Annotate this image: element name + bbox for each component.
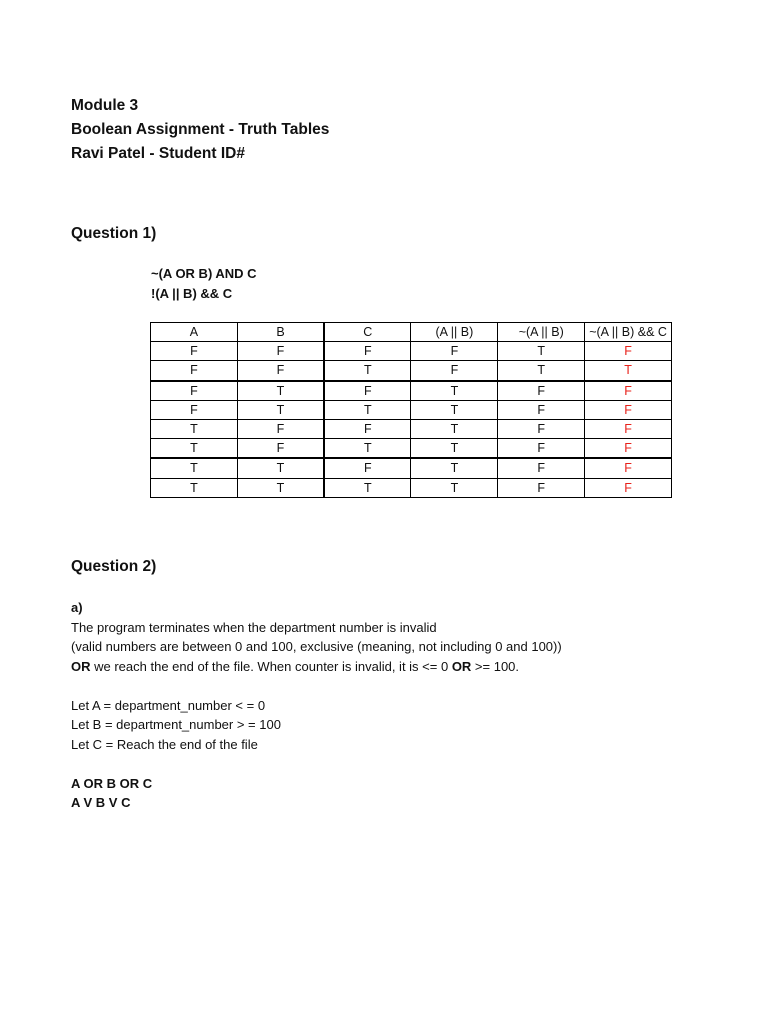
truth-table-cell: T xyxy=(151,478,238,497)
or-keyword: OR xyxy=(451,658,472,674)
truth-table-row xyxy=(151,361,672,381)
truth-table-cell: F xyxy=(585,478,672,497)
let-b: Let B = department_number > = 100 xyxy=(71,717,281,732)
expression-words: ~(A OR B) AND C xyxy=(151,266,257,281)
truth-table-cell: F xyxy=(585,458,672,478)
q2-line-3-middle: we reach the end of the file. When counter is invalid, it is <= 0 xyxy=(90,658,452,674)
truth-table-cell: T xyxy=(585,361,672,381)
truth-table-cell: F xyxy=(324,342,411,361)
let-c: Let C = Reach the end of the file xyxy=(71,736,258,752)
truth-table-cell: F xyxy=(151,400,238,419)
question-2-body xyxy=(71,598,562,813)
truth-table-cell: T xyxy=(411,458,498,478)
col-header-b: B xyxy=(237,323,324,342)
truth-table-cell: F xyxy=(585,400,672,419)
truth-table-cell: F xyxy=(324,381,411,401)
truth-table-cell: T xyxy=(324,439,411,459)
question-1-heading: Question 1) xyxy=(71,225,157,242)
truth-table-cell: T xyxy=(237,458,324,478)
part-a-label: a) xyxy=(71,600,83,615)
truth-table-cell: T xyxy=(411,381,498,401)
col-header-not-a-or-b: ~(A || B) xyxy=(498,323,585,342)
truth-table-cell: F xyxy=(237,439,324,459)
truth-table-cell: F xyxy=(411,342,498,361)
module-title: Module 3 xyxy=(71,97,139,114)
document-header xyxy=(71,94,329,166)
truth-table-cell: T xyxy=(498,342,585,361)
q2-line-3 xyxy=(71,657,562,677)
truth-table-cell: T xyxy=(151,419,238,438)
truth-table-cell: F xyxy=(237,419,324,438)
truth-table-cell: T xyxy=(324,361,411,381)
q2-line-3-end: >= 100. xyxy=(471,658,520,674)
truth-table-cell: F xyxy=(151,381,238,401)
col-header-c: C xyxy=(324,323,411,342)
truth-table-cell: F xyxy=(237,361,324,381)
or-keyword: OR xyxy=(71,658,91,674)
let-a: Let A = department_number < = 0 xyxy=(71,697,266,713)
truth-table-cell: F xyxy=(324,458,411,478)
truth-table-cell: T xyxy=(411,439,498,459)
spacer xyxy=(71,754,562,774)
col-header-a-or-b: (A || B) xyxy=(411,323,498,342)
truth-table-cell: T xyxy=(237,478,324,497)
answer-symbols: A V B V C xyxy=(71,795,131,810)
question-2-heading: Question 2) xyxy=(71,558,157,575)
col-header-a: A xyxy=(151,323,238,342)
q2-line-2: (valid numbers are between 0 and 100, exclusive (meaning, not including 0 and 100)) xyxy=(71,639,562,654)
truth-table-cell: T xyxy=(411,419,498,438)
truth-table xyxy=(150,322,672,498)
truth-table-header-row xyxy=(151,323,672,342)
truth-table-cell: F xyxy=(585,419,672,438)
truth-table-cell: T xyxy=(411,478,498,497)
q2-line-1: The program terminates when the department number is invalid xyxy=(71,619,437,635)
truth-table-cell: T xyxy=(151,458,238,478)
question-1-expressions xyxy=(151,264,257,304)
expression-symbols: !(A || B) && C xyxy=(151,286,233,301)
truth-table-cell: T xyxy=(324,478,411,497)
truth-table-cell: F xyxy=(498,478,585,497)
truth-table-cell: T xyxy=(324,400,411,419)
assignment-title: Boolean Assignment - Truth Tables xyxy=(71,121,330,138)
truth-table-cell: F xyxy=(585,342,672,361)
truth-table-cell: F xyxy=(151,342,238,361)
truth-table-cell: F xyxy=(498,381,585,401)
truth-table-cell: T xyxy=(151,439,238,459)
truth-table-row xyxy=(151,342,672,361)
truth-table-cell: F xyxy=(237,342,324,361)
truth-table-cell: T xyxy=(498,361,585,381)
truth-table-cell: F xyxy=(498,458,585,478)
truth-table-cell: F xyxy=(585,381,672,401)
truth-table-row xyxy=(151,400,672,419)
answer-words: A OR B OR C xyxy=(71,775,153,791)
truth-table-cell: T xyxy=(411,400,498,419)
truth-table-row xyxy=(151,381,672,401)
truth-table-cell: F xyxy=(411,361,498,381)
truth-table-cell: F xyxy=(498,400,585,419)
truth-table-cell: F xyxy=(324,419,411,438)
truth-table-row xyxy=(151,478,672,497)
col-header-result: ~(A || B) && C xyxy=(585,323,672,342)
student-line: Ravi Patel - Student ID# xyxy=(71,145,245,162)
truth-table-cell: T xyxy=(237,400,324,419)
truth-table-cell: F xyxy=(498,419,585,438)
truth-table-cell: T xyxy=(237,381,324,401)
truth-table-row xyxy=(151,439,672,459)
truth-table-row xyxy=(151,419,672,438)
truth-table-cell: F xyxy=(498,439,585,459)
truth-table-cell: F xyxy=(585,439,672,459)
truth-table-cell: F xyxy=(151,361,238,381)
truth-table-row xyxy=(151,458,672,478)
spacer xyxy=(71,676,562,696)
